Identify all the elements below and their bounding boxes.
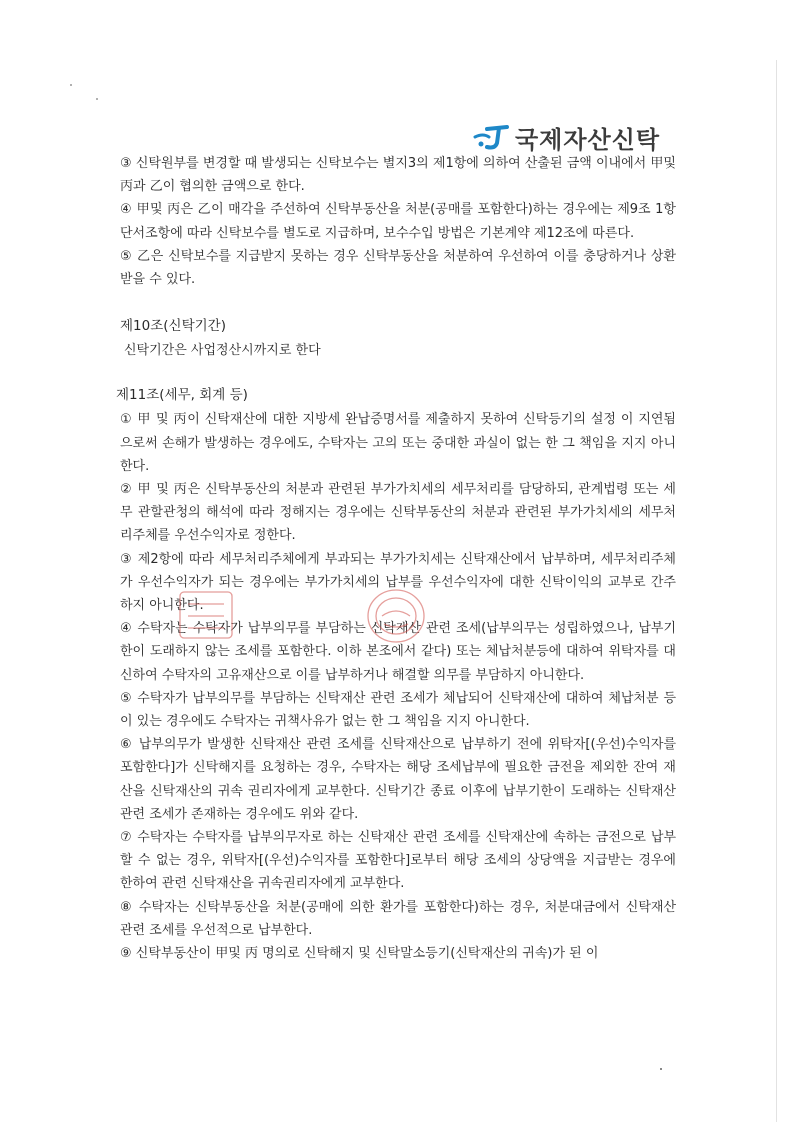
- paragraph: ⑨ 신탁부동산이 甲및 丙 명의로 신탁해지 및 신탁말소등기(신탁재산의 귀속)가 된 이: [120, 946, 599, 962]
- paragraph: ① 甲 및 丙이 신탁재산에 대한 지방세 완납증명서를 제출하지 못하여 신탁등기의 설정 이 지연됨으로써 손해가 발생하는 경우에도, 수탁자는 고의 또는 중대한 과실이 없는 한 그 책임을 지지 아니한다.: [120, 412, 676, 474]
- scan-speck: [70, 84, 72, 86]
- paragraph: ⑤ 乙은 신탁보수를 지급받지 못하는 경우 신탁부동산을 처분하여 우선하여 이를 충당하거나 상환 받을 수 있다.: [120, 248, 676, 288]
- paragraph: ⑧ 수탁자는 신탁부동산을 처분(공매에 의한 환가를 포함한다)하는 경우, 처분대금에서 신탁재산 관련 조세를 우선적으로 납부한다.: [120, 899, 676, 938]
- article-10-heading: 제10조(신탁기간): [120, 318, 226, 335]
- article-10-body: 신탁기간은 사업정산시까지로 한다: [124, 343, 321, 359]
- paragraph: ④ 수탁자는 수탁자가 납부의무를 부담하는 신탁재산 관련 조세(납부의무는 성립하였으나, 납부기한이 도래하지 않는 조세를 포함한다. 이하 본조에서 같다) 또는 체납처분등에 대하여 위탁자를 대신하여 수탁자의 고유재산으로 이를 납부하거나 해결할 의무를 부담하지 아니한다.: [120, 621, 676, 683]
- paragraph: ⑦ 수탁자는 수탁자를 납부의무자로 하는 신탁재산 관련 조세를 신탁재산에 속하는 금전으로 납부할 수 없는 경우, 위탁자[(우선)수익자를 포함한다]로부터 해당 조세의 상당액을 지급받는 경우에 한하여 관련 신탁재산을 귀속권리자에게 교부한다.: [120, 830, 676, 892]
- scan-speck: [96, 98, 98, 100]
- paragraph: ⑥ 납부의무가 발생한 신탁재산 관련 조세를 신탁재산으로 납부하기 전에 위탁자[(우선)수익자를 포함한다]가 신탁해지를 요청하는 경우, 수탁자는 해당 조세납부에 필요한 금전을 제외한 잔여 재산을 신탁재산의 귀속 권리자에게 교부한다. 신탁기간 종료 이후에 납부기한이 도래하는 신탁재산 관련 조세가 존재하는 경우에도 위와 같다.: [120, 737, 676, 822]
- paragraph: ⑤ 수탁자가 납부의무를 부담하는 신탁재산 관련 조세가 체납되어 신탁재산에 대하여 체납처분 등이 있는 경우에도 수탁자는 귀책사유가 없는 한 그 책임을 지지 아니한다.: [120, 690, 676, 730]
- paragraph: ② 甲 및 丙은 신탁부동산의 처분과 관련된 부가가치세의 세무처리를 담당하되, 관계법령 또는 세무 관할관청의 해석에 따라 정해지는 경우에는 신탁부동산의 처분과 관련된 부가가치세의 세무처리주체를 우선수익자로 정한다.: [120, 482, 676, 544]
- paragraph: ④ 甲및 丙은 乙이 매각을 주선하여 신탁부동산을 처분(공매를 포함한다)하는 경우에는 제9조 1항 단서조항에 따라 신탁보수를 별도로 지급하며, 보수수입 방법은 기본계약 제12조에 따른다.: [120, 202, 676, 241]
- paragraph: ③ 신탁원부를 변경할 때 발생되는 신탁보수는 별지3의 제1항에 의하여 산출된 금액 이내에서 甲및 丙과 乙이 협의한 금액으로 한다.: [120, 156, 676, 195]
- logo-mark-icon: [473, 123, 513, 151]
- scan-speck: [660, 1068, 662, 1070]
- page-edge-line: [776, 60, 777, 1122]
- article-11-heading: 제11조(세무, 회계 등): [116, 387, 248, 404]
- logo-text: 국제자산신탁: [515, 125, 661, 154]
- document-body: [116, 152, 676, 965]
- company-logo: [473, 122, 660, 152]
- paragraph: ③ 제2항에 따라 세무처리주체에게 부과되는 부가가치세는 신탁재산에서 납부하며, 세무처리주체가 우선수익자가 되는 경우에는 부가가치세의 납부를 우선수익자에 대한 신탁이익의 교부로 간주하지 아니한다.: [120, 551, 676, 614]
